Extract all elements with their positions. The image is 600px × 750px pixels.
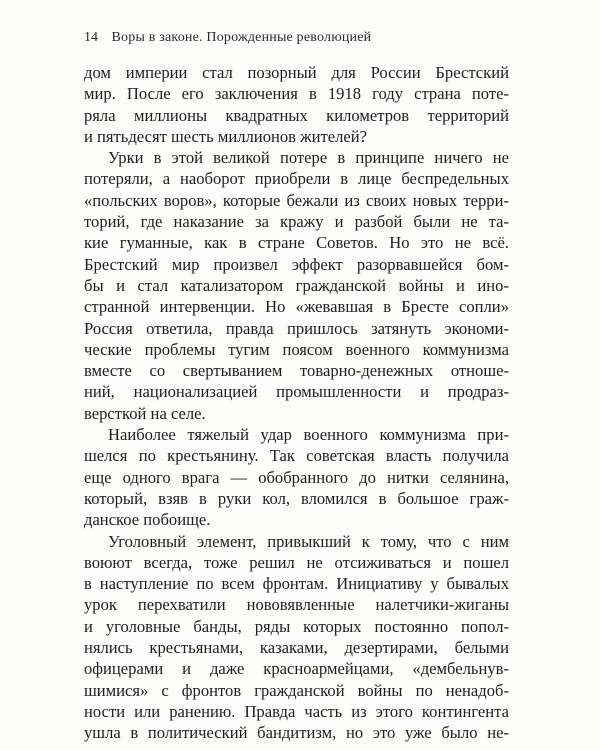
body-text <box>84 62 509 744</box>
text-line: бы и стал катализатором гражданской войны и ино- <box>84 275 509 295</box>
text-line: торий, где наказание за кражу и разбой были не та- <box>84 212 509 232</box>
text-line: странной интервенции. Но «жевавшая в Бресте сопли» <box>84 297 509 317</box>
text-line: Наиболее тяжелый удар военного коммунизма при- <box>108 425 509 445</box>
text-line: в наступление по всем фронтам. Инициативу у бывалых <box>84 574 509 594</box>
text-line: еще одного врага — обобранного до нитки селянина, <box>84 467 509 487</box>
text-line: офицерами и даже красноармейцами, «дембельнув- <box>84 659 509 679</box>
text-line: шимися» с фронтов гражданской войны по ненадоб- <box>84 680 509 700</box>
text-line: и пятьдесят шесть миллионов жителей? <box>84 126 368 146</box>
paragraph <box>84 147 509 424</box>
text-line: который, взяв в руки кол, вломился в большое граж- <box>84 488 509 508</box>
text-line: мир. После его заключения в 1918 году страна поте- <box>84 84 509 104</box>
text-line: и уголовные банды, ряды которых постоянно попол- <box>84 616 509 636</box>
running-head <box>84 28 524 48</box>
text-line: Россия ответила, правда пришлось затянуть экономи- <box>84 318 509 338</box>
text-line: версткой на селе. <box>84 403 206 423</box>
paragraph <box>84 62 509 147</box>
text-line: урок перехватили нововявленные налетчики-жиганы <box>84 595 509 615</box>
text-line: Брестский мир произвел эффект разорвавшейся бом- <box>84 254 509 274</box>
text-line: вместе со свертыванием товарно-денежных отноше- <box>84 361 509 381</box>
text-line: шелся по крестьянину. Так советская власть получила <box>84 446 509 466</box>
page-number: 14 <box>84 30 98 45</box>
text-line: ушла в политический бандитизм, но это уже было не- <box>84 723 509 743</box>
paragraph <box>84 531 509 744</box>
text-line: ности или ранению. Правда часть из этого контингента <box>84 701 509 721</box>
text-line: воюют всегда, тоже решил не отсиживаться и пошел <box>84 552 509 572</box>
text-line: дом империи стал позорный для России Брестский <box>84 63 509 82</box>
text-line: Урки в этой великой потере в принципе ничего не <box>108 148 509 168</box>
text-line: Уголовный элемент, привыкший к тому, что с ним <box>108 531 509 551</box>
text-line: нялись крестьянами, казаками, дезертирами, белыми <box>84 638 509 658</box>
paragraph <box>84 424 509 530</box>
text-line: ний, национализацией промышленности и продраз- <box>84 382 509 402</box>
running-head-title: Воры в законе. Порожденные революцией <box>111 30 372 45</box>
text-line: кие гуманные, как в стране Советов. Но это не всё. <box>84 233 509 253</box>
text-line: ческие проблемы тугим поясом военного коммунизма <box>84 339 509 359</box>
text-line: «польских воров», которые бежали из своих новых терри- <box>84 190 509 210</box>
text-line: потеряли, а наоборот приобрели в лице беспредельных <box>84 169 509 189</box>
text-line: ряла миллионы квадратных километров территорий <box>84 105 509 125</box>
text-line: данское побоище. <box>84 510 211 530</box>
